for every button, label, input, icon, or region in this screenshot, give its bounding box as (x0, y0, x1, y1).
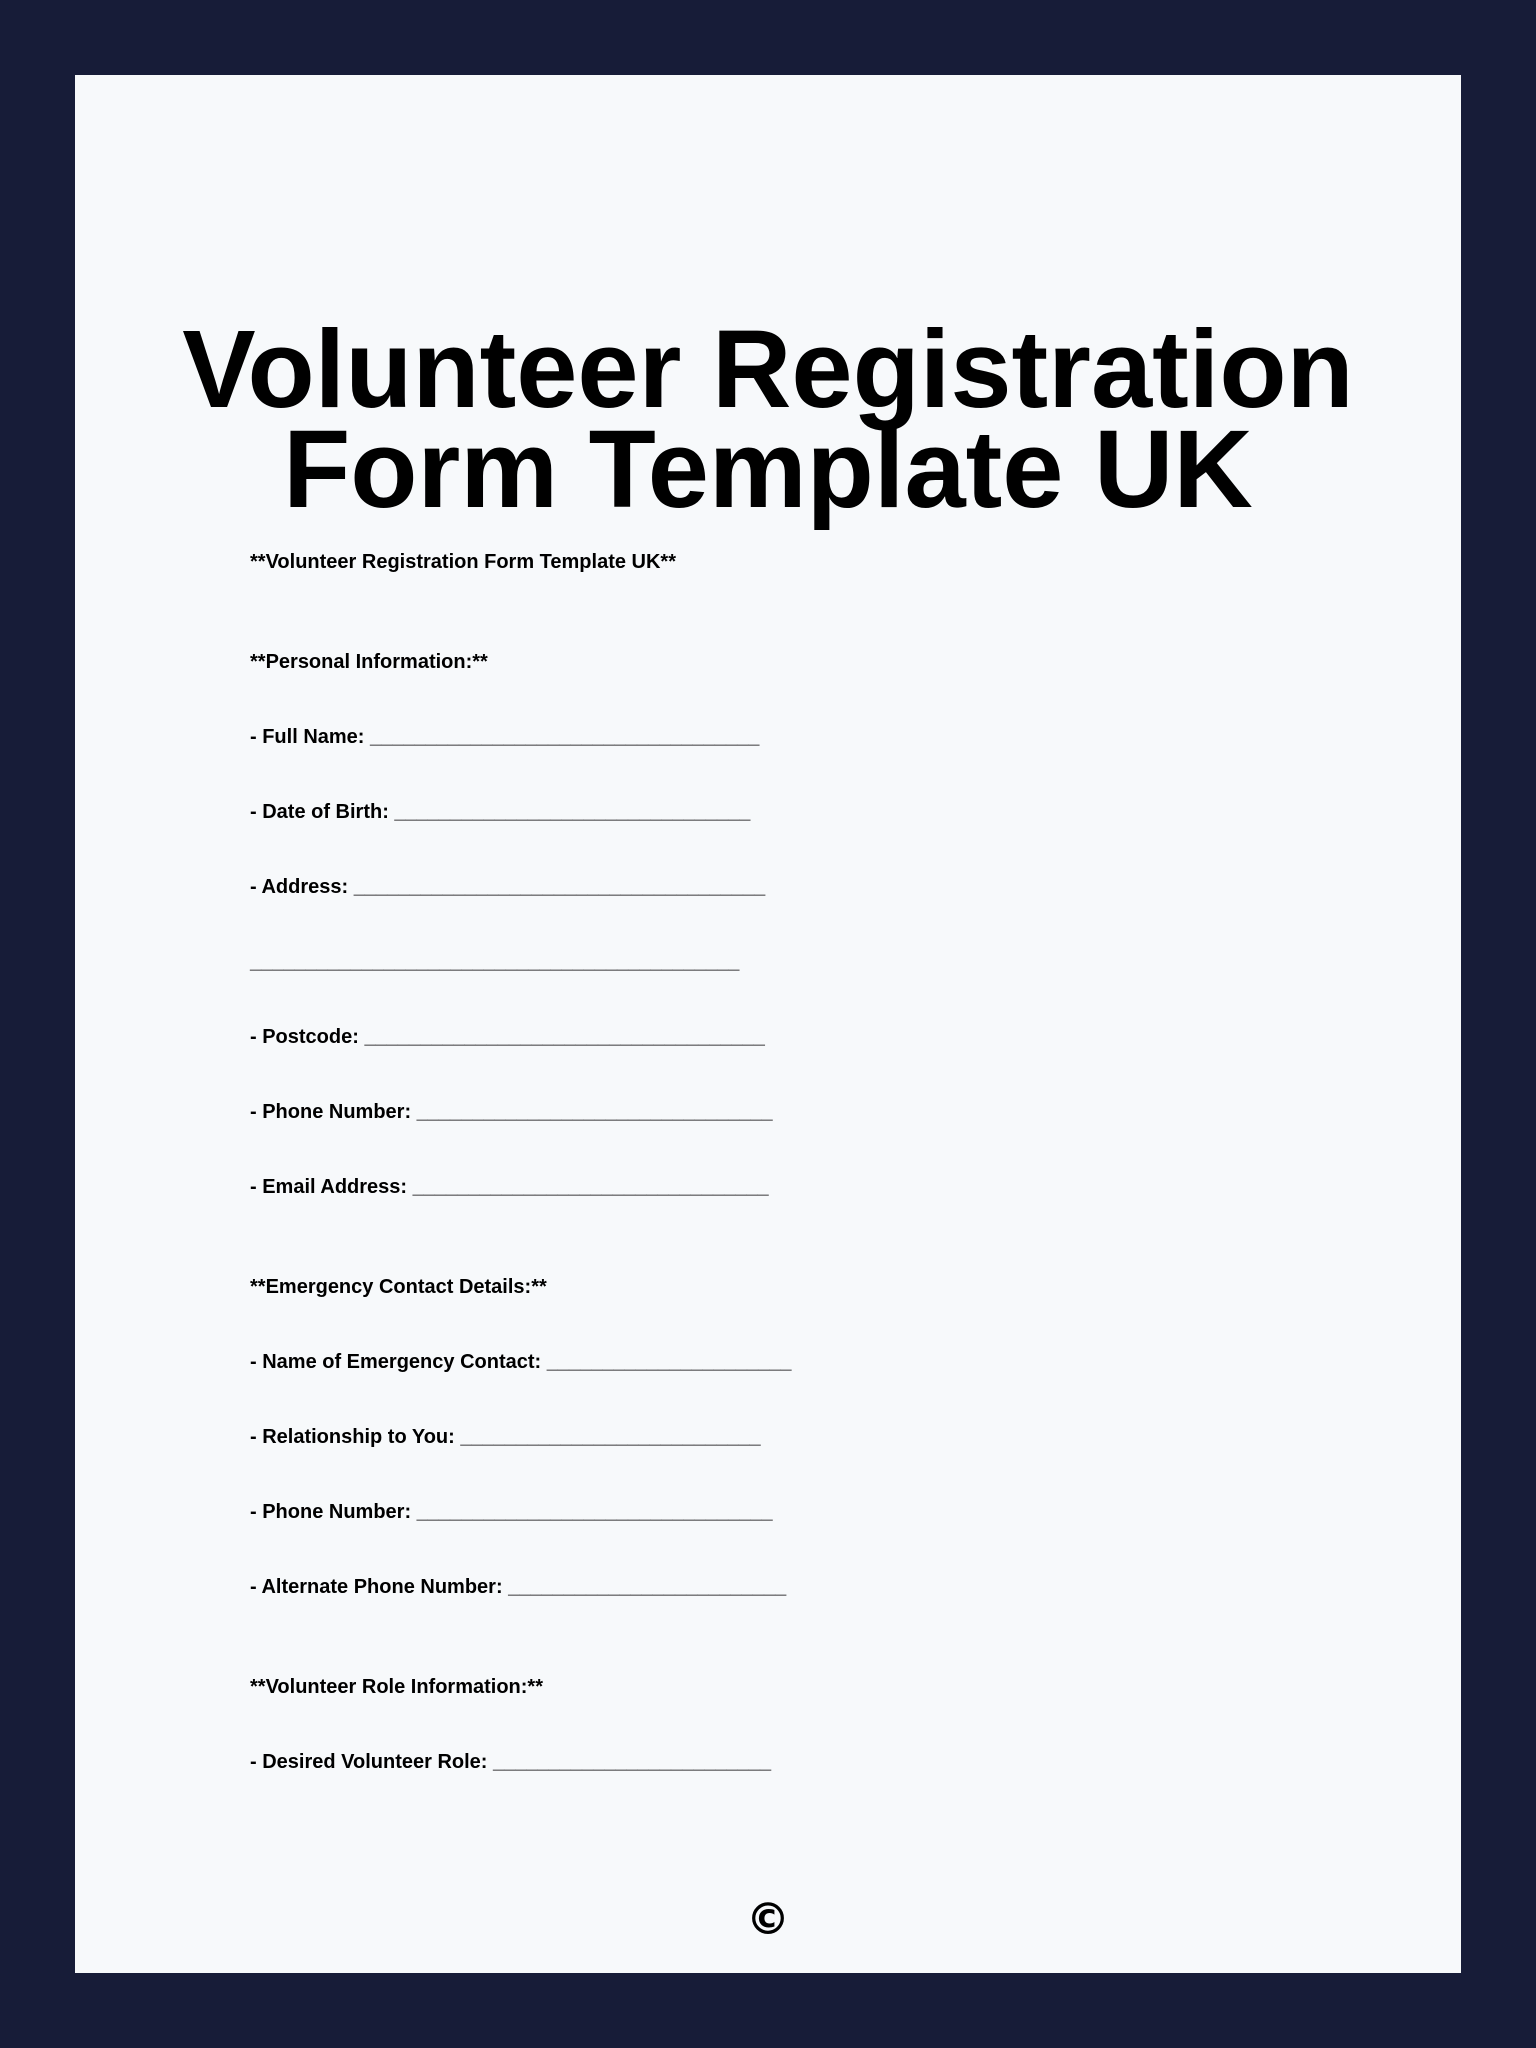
field-email-address: - Email Address: ________________________________ (250, 1176, 769, 1198)
field-address: - Address: _____________________________________ (250, 876, 766, 898)
field-alternate-phone: - Alternate Phone Number: _________________________ (250, 1576, 787, 1598)
field-emergency-contact-name: - Name of Emergency Contact: ______________________ (250, 1351, 792, 1373)
field-full-name: - Full Name: ___________________________________ (250, 726, 760, 748)
copyright-icon: © (746, 1894, 790, 1945)
field-relationship: - Relationship to You: ___________________________ (250, 1426, 761, 1448)
field-phone-number: - Phone Number: ________________________________ (250, 1101, 773, 1123)
form-subtitle: **Volunteer Registration Form Template UK** (250, 551, 676, 573)
section-heading-role: **Volunteer Role Information:** (250, 1676, 543, 1698)
document-title: Volunteer Registration Form Template UK (182, 308, 1354, 531)
section-heading-emergency: **Emergency Contact Details:** (250, 1276, 547, 1298)
field-desired-role: - Desired Volunteer Role: _________________________ (250, 1751, 772, 1773)
section-heading-personal: **Personal Information:** (250, 651, 488, 673)
field-address-line-2: ____________________________________________ (250, 951, 740, 973)
field-postcode: - Postcode: ____________________________________ (250, 1026, 765, 1048)
field-date-of-birth: - Date of Birth: ________________________________ (250, 801, 751, 823)
field-emergency-phone: - Phone Number: ________________________________ (250, 1501, 773, 1523)
document-page (75, 75, 1461, 1973)
